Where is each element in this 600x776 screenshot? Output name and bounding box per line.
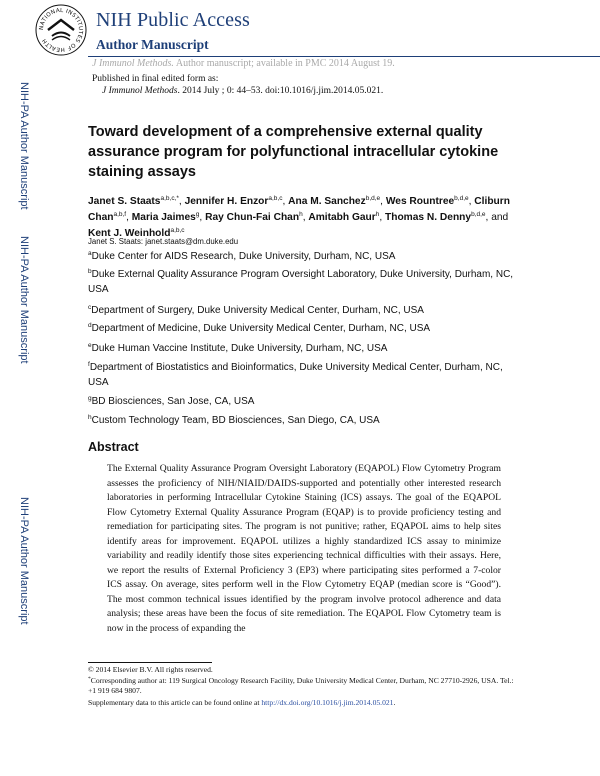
nih-logo bbox=[34, 3, 88, 57]
author-name: Cliburn Chan bbox=[88, 196, 510, 223]
author-separator: , bbox=[468, 196, 475, 207]
banner-journal: J Immunol Methods. bbox=[92, 58, 174, 69]
author-separator: , bbox=[380, 196, 386, 207]
affiliation-e: $^e$Duke Human Vaccine Institute, Duke University, Durham, NC, USA bbox=[88, 342, 388, 354]
author-name: Janet S. Staats bbox=[88, 196, 161, 207]
author-affiliation-marks: a,b,c bbox=[170, 227, 185, 234]
citation-details: . 2014 July ; 0: 44–53. doi:10.1016/j.jim.2014.05.021. bbox=[177, 86, 384, 96]
author-affiliation-marks: h bbox=[375, 211, 380, 218]
author-list bbox=[88, 194, 518, 242]
affiliation-h: $^h$Custom Technology Team, BD Biosciences, San Diego, CA, USA bbox=[88, 414, 380, 426]
author-name: Jennifer H. Enzor bbox=[184, 196, 269, 207]
author-affiliation-marks: a,b,f bbox=[113, 211, 127, 218]
author-name: Wes Rountree bbox=[385, 196, 455, 207]
supplementary-note: Supplementary data to this article can be found online at http://dx.doi.org/10.1016/j.jim.2014.05.021. bbox=[88, 698, 396, 707]
author-separator: , bbox=[126, 212, 132, 223]
author-affiliation-marks: a,b,c bbox=[268, 195, 283, 202]
affiliation-b: $^b$Duke External Quality Assurance Program Oversight Laboratory, Duke University, Durham, NC, USA bbox=[88, 268, 514, 295]
corresponding-email: Janet S. Staats: janet.staats@dm.duke.edu bbox=[88, 237, 239, 246]
publication-citation bbox=[102, 86, 383, 96]
author-name: Thomas N. Denny bbox=[385, 212, 472, 223]
author-affiliation-marks: b,d,e bbox=[471, 211, 486, 218]
published-label: Published in final edited form as: bbox=[92, 74, 219, 84]
author-separator: , bbox=[379, 212, 386, 223]
author-name: Maria Jaimes bbox=[131, 212, 196, 223]
nih-public-access-title: NIH Public Access bbox=[96, 9, 250, 31]
author-separator: , bbox=[282, 196, 289, 207]
copyright-note: © 2014 Elsevier B.V. All rights reserved. bbox=[88, 665, 213, 674]
author-affiliation-marks: h bbox=[299, 211, 303, 218]
svg-text:NATIONAL INSTITUTES OF HEALTH bbox=[39, 8, 83, 52]
side-label-2: NIH-PA Author Manuscript bbox=[18, 236, 30, 364]
affiliation-c: $^c$Department of Surgery, Duke University Medical Center, Durham, NC, USA bbox=[88, 304, 424, 316]
author-name: Kent J. Weinhold bbox=[88, 228, 171, 239]
author-name: Ray Chun-Fai Chan bbox=[205, 212, 300, 223]
abstract-body: The External Quality Assurance Program Oversight Laboratory (EQAPOL) Flow Cytometry Program assesses the proficiency of NIH/NIAID/DAIDS-supported and potentially other interested research laboratories in performing Intracellular Cytokine Staining (ICS) assays. The goal of the EQAPOL Flow Cytometry External Quality Assurance Program (EQAP) is to provide proficiency testing and remediation for participating sites. The program is not punitive; rather, EQAPOL aims to help sites identify areas for improvement. EQAPOL utilizes a highly standardized ICS assay to minimize variability and readily identify those sites experiencing technical difficulties with their assays. Here, we report the results of External Proficiency 3 (EP3) where participating sites performed a 7-color ICS assay. On average, sites perform well in the Flow Cytometry EQAP (median score is “Good”). The most common technical issues identified by the program involve protocol adherence and data analysis; these areas have been the focus of site remediation. The EQAPOL Flow Cytometry team is now in the process of expanding the bbox=[107, 463, 501, 634]
affiliation-a: $^a$Duke Center for AIDS Research, Duke University, Durham, NC, USA bbox=[88, 250, 396, 262]
author-separator: , bbox=[178, 196, 185, 207]
author-name: Ana M. Sanchez bbox=[288, 196, 366, 207]
affiliation-g: $^g$BD Biosciences, San Jose, CA, USA bbox=[88, 395, 255, 407]
logo-ring-text: NATIONAL INSTITUTES OF HEALTH bbox=[38, 7, 84, 53]
side-label-1: NIH-PA Author Manuscript bbox=[18, 82, 30, 210]
author-affiliation-marks: b,d,e bbox=[454, 195, 469, 202]
author-affiliation-marks: b,d,e bbox=[365, 195, 381, 202]
author-affiliation-marks: g bbox=[195, 211, 200, 218]
author-name: Amitabh Gaur bbox=[308, 212, 376, 223]
corresponding-author-note: *Corresponding author at: 119 Surgical Oncology Research Facility, Duke University Medical Center, Durham, NC 27710-2926, USA. Tel.: +1 919 684 9807. bbox=[88, 676, 514, 695]
citation-journal: J Immunol Methods bbox=[102, 86, 178, 96]
author-separator: , bbox=[302, 212, 309, 223]
side-label-3: NIH-PA Author Manuscript bbox=[18, 497, 30, 625]
author-affiliation-marks: a,b,c,* bbox=[160, 195, 179, 202]
author-separator: , bbox=[199, 212, 206, 223]
article-title: Toward development of a comprehensive external quality assurance program for polyfunctional intracellular cytokine staining assays bbox=[88, 124, 499, 180]
author-separator: , and bbox=[485, 212, 509, 223]
author-manuscript-label: Author Manuscript bbox=[96, 37, 209, 52]
abstract-heading: Abstract bbox=[88, 440, 139, 454]
header-divider bbox=[88, 56, 600, 57]
affiliation-f: $^f$Department of Biostatistics and Bioinformatics, Duke University Medical Center, Durham, NC, USA bbox=[88, 361, 503, 388]
availability-banner bbox=[92, 58, 395, 69]
footnote-divider bbox=[88, 662, 212, 663]
supplementary-doi-link[interactable]: http://dx.doi.org/10.1016/j.jim.2014.05.021 bbox=[261, 698, 394, 707]
affiliation-d: $^d$Department of Medicine, Duke University Medical Center, Durham, NC, USA bbox=[88, 322, 431, 334]
banner-availability: Author manuscript; available in PMC 2014 August 19. bbox=[173, 58, 395, 69]
